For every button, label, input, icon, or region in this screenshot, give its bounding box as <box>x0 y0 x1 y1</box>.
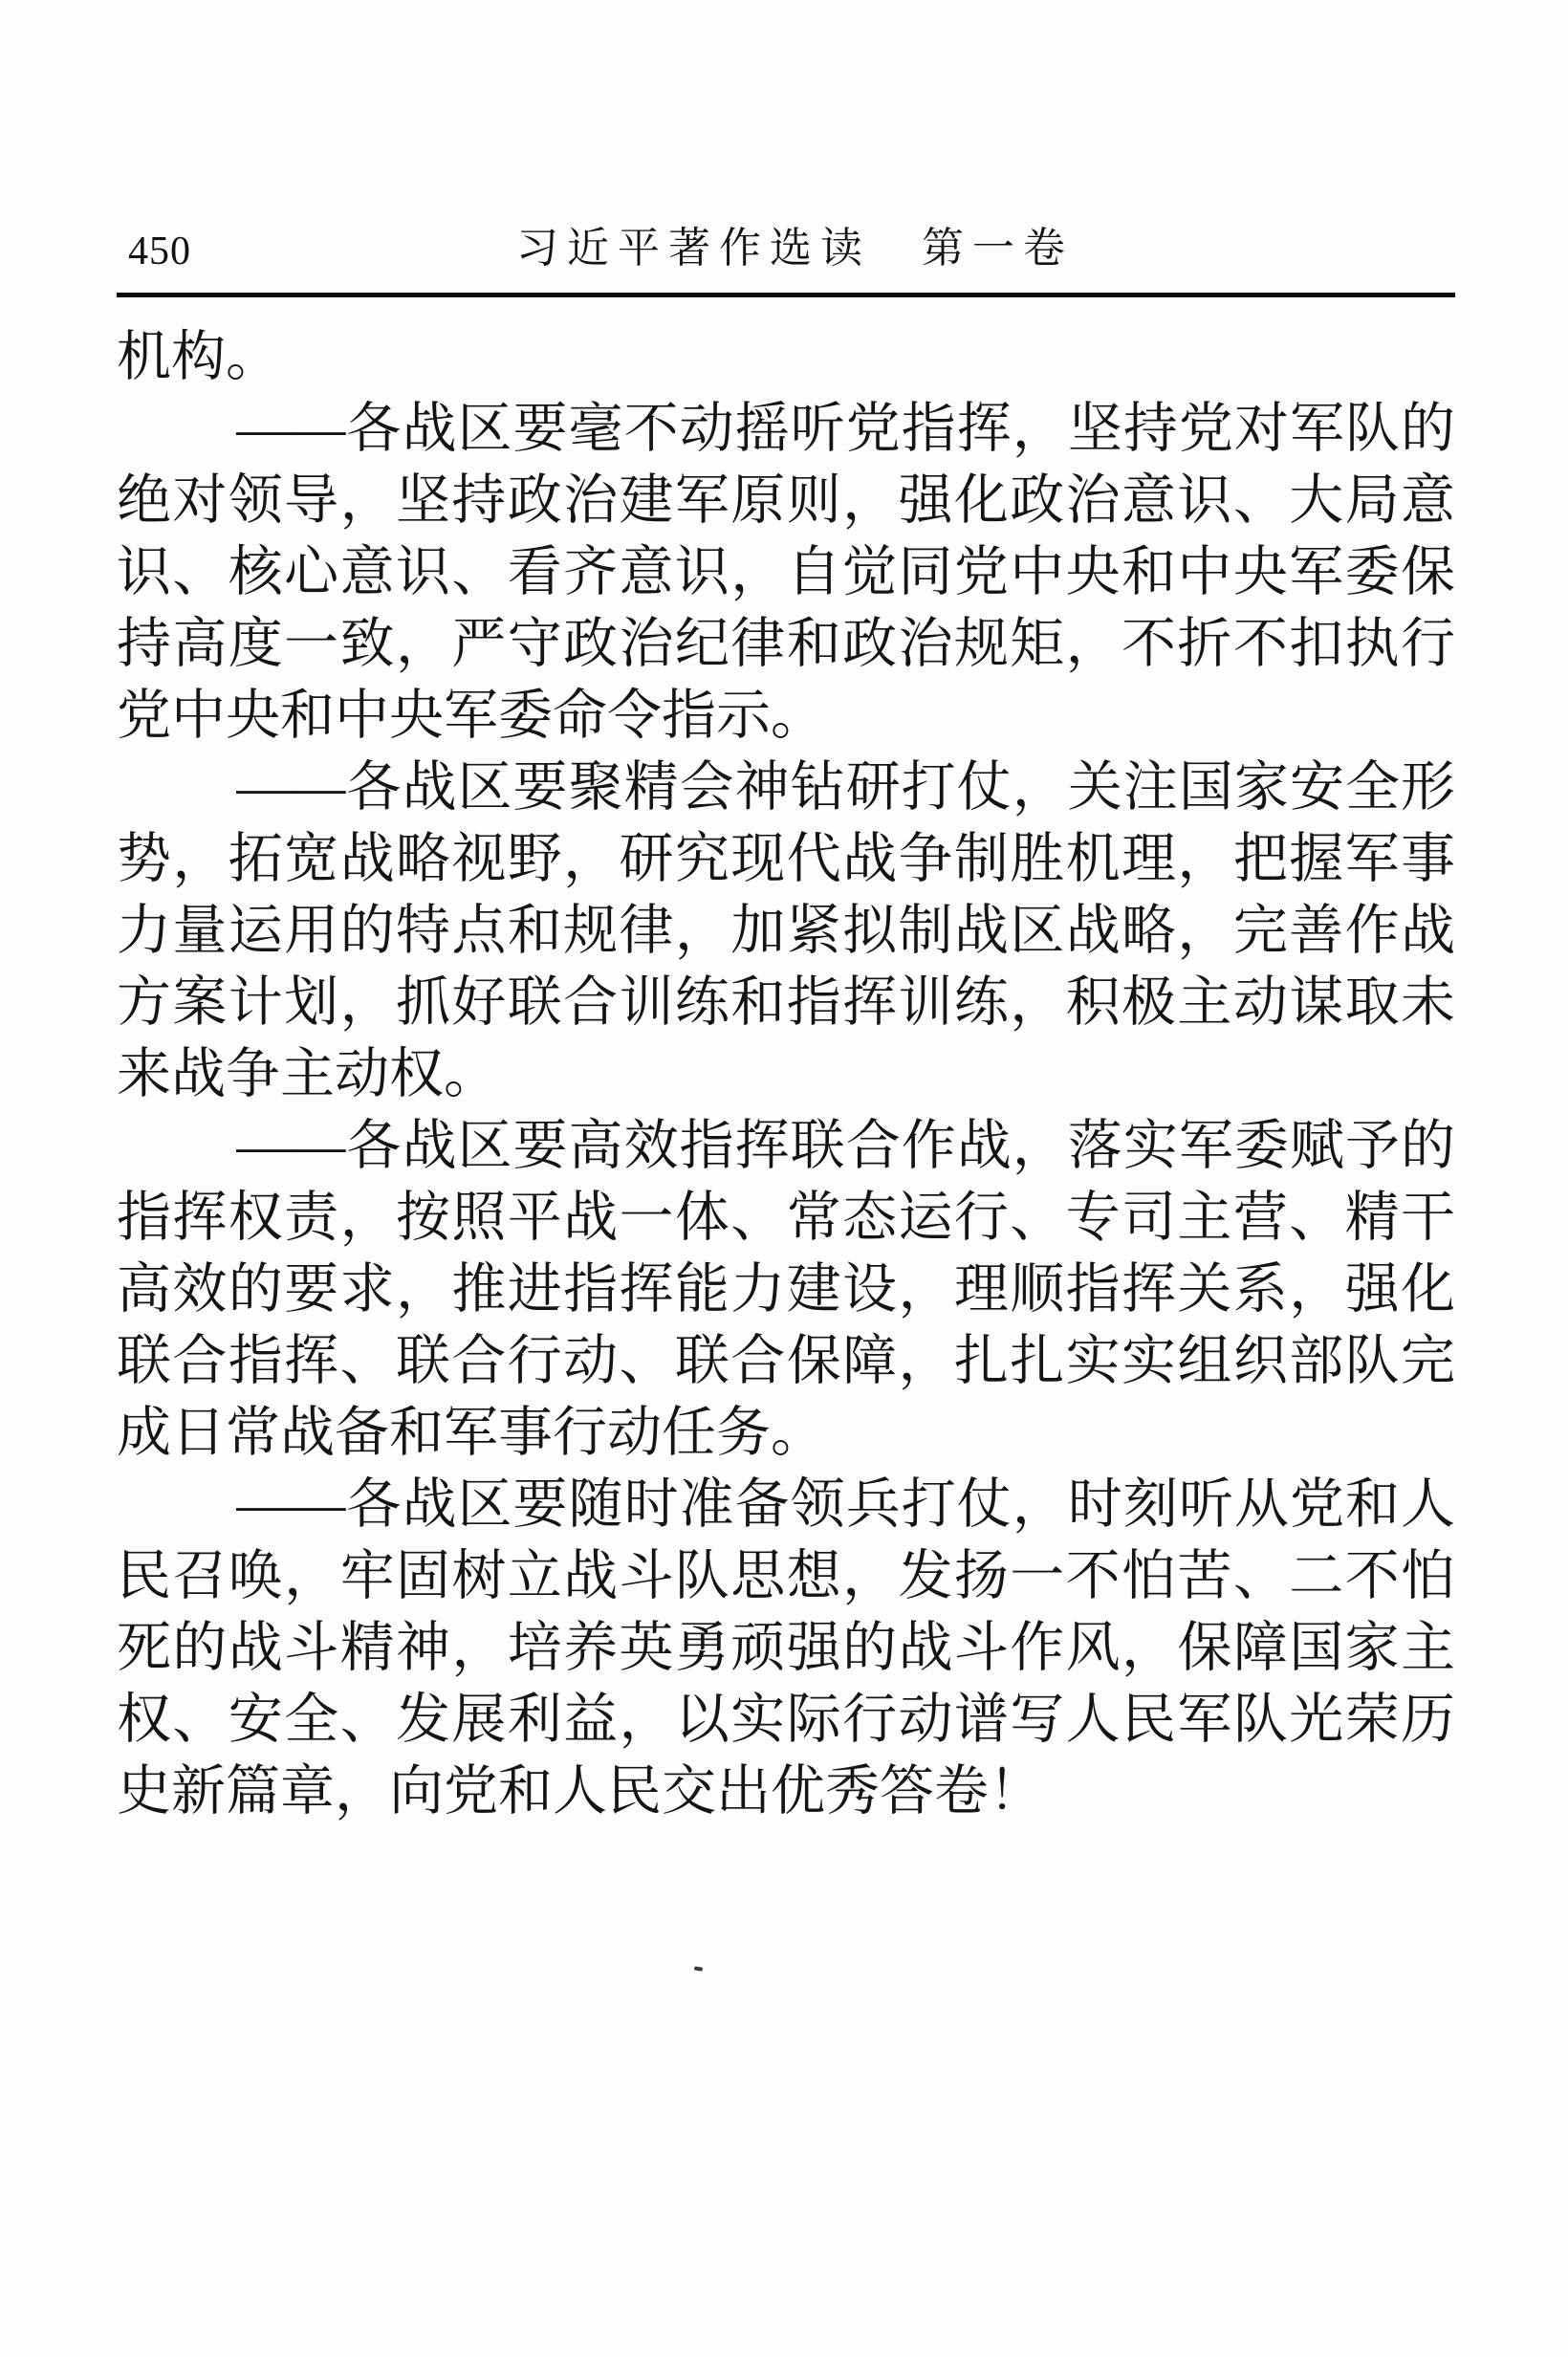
page-number: 450 <box>128 229 191 273</box>
scan-artifact-mark <box>694 1966 703 1971</box>
paragraph-dash-2: ——各战区要聚精会神钻研打仗，关注国家安全形势，拓宽战略视野，研究现代战争制胜机理，把握军事力量运用的特点和规律，加紧拟制战区战略，完善作战方案计划，抓好联合训练和指挥训练，积极主动谋取未来战争主动权。 <box>117 757 1455 1104</box>
paragraph-dash-3: ——各战区要高效指挥联合作战，落实军委赋予的指挥权责，按照平战一体、常态运行、专司主营、精干高效的要求，推进指挥能力建设，理顺指挥关系，强化联合指挥、联合行动、联合保障，扎扎实实组织部队完成日常战备和军事行动任务。 <box>117 1116 1455 1463</box>
running-header <box>117 226 1455 279</box>
paragraph-continuation: 机构。 <box>117 327 280 387</box>
paragraph-dash-4: ——各战区要随时准备领兵打仗，时刻听从党和人民召唤，牢固树立战斗队思想，发扬一不怕苦、二不怕死的战斗精神，培养英勇顽强的战斗作风，保障国家主权、安全、发展利益，以实际行动谱写人民军队光荣历史新篇章，向党和人民交出优秀答卷！ <box>117 1474 1455 1822</box>
paragraph-dash-1: ——各战区要毫不动摇听党指挥，坚持党对军队的绝对领导，坚持政治建军原则，强化政治意识、大局意识、核心意识、看齐意识，自觉同党中央和中央军委保持高度一致，严守政治纪律和政治规矩，不折不扣执行党中央和中央军委命令指示。 <box>117 399 1455 746</box>
header-rule-divider <box>117 293 1455 297</box>
body-text <box>117 321 1455 1827</box>
header-title: 习近平著作选读 第一卷 <box>516 225 1074 272</box>
